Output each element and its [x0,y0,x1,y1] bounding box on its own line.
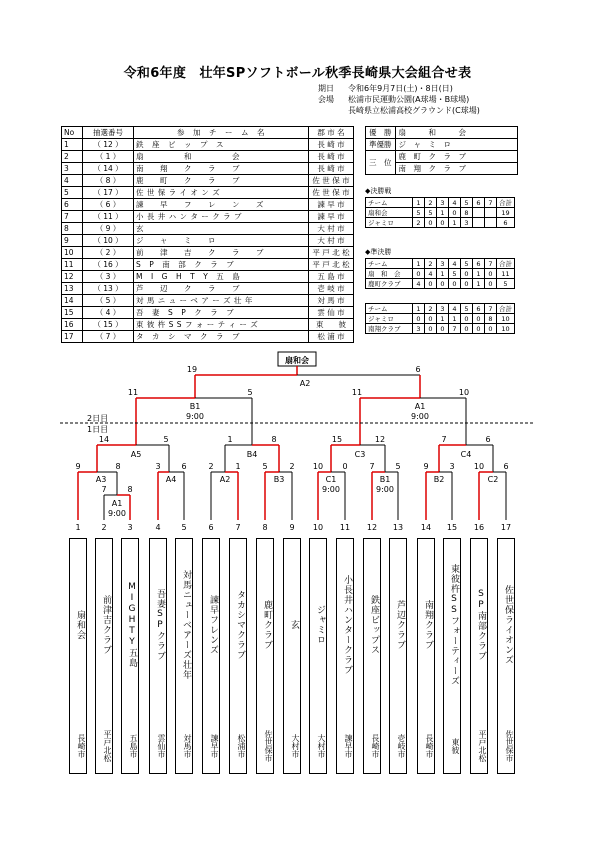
game-label: A2 [299,379,311,388]
score-header-cell: 6 [473,259,485,269]
score-header-cell: チーム [366,259,413,269]
team-no: 13 [62,283,83,295]
bracket-position: 8 [262,523,268,532]
bracket-team-city: 長崎市 [371,734,380,758]
score-label: 7 [369,462,375,471]
team-no: 11 [62,259,83,271]
bracket-team-city: 長崎市 [77,734,86,758]
bracket-team-city: 対馬市 [183,734,192,758]
team-no: 10 [62,247,83,259]
score-inning: 0 [425,218,437,228]
result-team: ジ ャ ミ ロ [395,139,517,151]
bracket-team-name: 佐世保ライオンズ [503,585,513,665]
game-time: 9:00 [376,485,394,494]
bracket-team-name: 吾妻SPクラブ [155,589,165,661]
result-label: 優 勝 [366,127,396,139]
score-header-cell: 合計 [497,198,515,208]
score-inning: 8 [461,208,473,218]
score-total: 10 [497,314,515,324]
bracket-position: 3 [127,523,133,532]
team-lot: （ 17 ） [83,187,134,199]
score-inning: 0 [461,324,473,334]
col-lot: 抽選番号 [83,127,134,139]
team-city: 五 島 市 [309,271,354,283]
team-city: 松 浦 市 [309,331,354,343]
team-lot: （ 11 ） [83,211,134,223]
game-label: B1 [189,402,201,411]
score-header-cell: 7 [485,198,497,208]
score-header-cell: 3 [437,259,449,269]
score-label: 5 [163,435,169,444]
bracket-team-name: 東彼杵SSフォーティーズ [449,564,459,686]
team-lot: （ 6 ） [83,199,134,211]
score-inning: 0 [425,279,437,289]
score-label: 19 [186,365,198,374]
team-name: 前 津 吉 ク ラ ブ [134,247,309,259]
bracket-team-city: 松浦市 [237,734,246,758]
score-label: 9 [423,462,429,471]
bracket-position: 5 [181,523,187,532]
bracket-position: 12 [366,523,378,532]
game-time: 9:00 [322,485,340,494]
score-team: 鹿町クラブ [366,279,413,289]
score-inning: 0 [461,314,473,324]
game-label: A4 [165,475,177,484]
team-no: 15 [62,307,83,319]
score-label: 10 [473,462,485,471]
bracket-position: 4 [155,523,161,532]
team-name: ジ ャ ミ ロ [134,235,309,247]
team-no: 3 [62,163,83,175]
game-label: C4 [460,450,472,459]
bracket-position: 15 [446,523,458,532]
score-total: 10 [497,324,515,334]
team-name: 東 彼 杵 S S フ ォ ー テ ィ ー ズ [134,319,309,331]
score-label: 6 [485,435,491,444]
bracket-team-city: 諫早市 [210,734,219,758]
score-header-cell: 1 [413,259,425,269]
bracket-position: 16 [473,523,485,532]
bracket-team-city: 大村市 [291,734,300,758]
score-header-cell: 5 [461,304,473,314]
bracket-position: 11 [339,523,351,532]
game-label: C2 [487,475,499,484]
result-team: 南 翔 ク ラ ブ [395,163,517,175]
score-total: 6 [497,218,515,228]
game-label: C3 [354,450,366,459]
team-no: 1 [62,139,83,151]
semifinal-label: ◆準決勝 [365,248,392,256]
bracket-team-city: 佐世保市 [505,730,514,762]
bracket-team-city: 東彼 [451,738,460,754]
game-label: A2 [219,475,231,484]
score-header-cell: 6 [473,198,485,208]
team-lot: （ 8 ） [83,175,134,187]
score-header-cell: 合計 [497,304,515,314]
venue-secondary: 長崎県立松浦高校グラウンド(C球場) [348,106,480,115]
score-header-cell: 7 [485,259,497,269]
score-label: 10 [312,462,324,471]
game-label: B4 [246,450,258,459]
score-label: 8 [115,462,121,471]
result-label: 準優勝 [366,139,396,151]
score-inning: 0 [425,324,437,334]
score-label: 1 [227,435,233,444]
score-inning: 1 [473,279,485,289]
score-inning: 5 [449,269,461,279]
score-team: 南翔クラブ [366,324,413,334]
score-label: 2 [289,462,295,471]
score-inning: 0 [461,269,473,279]
bracket-position: 7 [235,523,241,532]
bracket-team-name: 対馬ニューベアーズ壮年 [181,570,191,680]
team-lot: （ 15 ） [83,319,134,331]
score-label: 2 [208,462,214,471]
bracket-team-name: タカシマクラブ [235,590,245,660]
team-lot: （ 5 ） [83,295,134,307]
score-inning: 1 [449,218,461,228]
team-no: 17 [62,331,83,343]
score-header-cell: 2 [425,198,437,208]
score-label: 8 [271,435,277,444]
score-inning: 0 [473,324,485,334]
team-lot: （ 4 ） [83,307,134,319]
team-no: 4 [62,175,83,187]
bracket-position: 2 [101,523,107,532]
score-inning: 5 [413,208,425,218]
bracket-team-city: 五島市 [129,734,138,758]
score-label: 10 [458,388,470,397]
team-name: 吾 妻 S P ク ラ ブ [134,307,309,319]
team-name: 芦 辺 ク ラ ブ [134,283,309,295]
score-inning: 1 [449,314,461,324]
team-city: 壱 岐 市 [309,283,354,295]
score-inning: 0 [485,279,497,289]
score-header-cell: 2 [425,259,437,269]
result-team: 鹿 町 ク ラ ブ [395,151,517,163]
score-header-cell: 2 [425,304,437,314]
page-title: 令和6年度 壮年SPソフトボール秋季長崎県大会組合せ表 [123,66,472,81]
score-inning: 0 [461,279,473,289]
score-header-cell: 6 [473,304,485,314]
score-inning: 1 [437,208,449,218]
bracket-team-city: 長崎市 [425,734,434,758]
score-inning: 0 [425,314,437,324]
team-lot: （ 3 ） [83,271,134,283]
score-label: 6 [415,365,421,374]
score-inning: 0 [437,218,449,228]
game-label: A5 [130,450,142,459]
score-inning: 3 [413,324,425,334]
score-header-cell: 4 [449,304,461,314]
team-city: 対 馬 市 [309,295,354,307]
team-no: 14 [62,295,83,307]
score-label: 6 [503,462,509,471]
game-time: 9:00 [108,509,126,518]
team-no: 2 [62,151,83,163]
team-city: 平 戸 北 松 [309,247,354,259]
team-lot: （ 14 ） [83,163,134,175]
bracket-team-name: 芦辺クラブ [395,600,405,650]
event-date: 令和6年9月7日(土)・8日(日) [348,84,453,93]
team-name: 対 馬 ニ ュ ー ベ ア ー ズ 壮 年 [134,295,309,307]
score-inning: 0 [413,314,425,324]
score-header-cell: 1 [413,304,425,314]
score-inning: 0 [485,324,497,334]
score-label: 14 [98,435,110,444]
score-inning: 7 [449,324,461,334]
score-header-cell: 5 [461,198,473,208]
day1-label: 1日目 [87,425,109,434]
score-inning: 0 [413,269,425,279]
score-team: 扇和会 [366,208,413,218]
team-lot: （ 1 ） [83,151,134,163]
team-name: S P 南 部 ク ラ ブ [134,259,309,271]
bracket-position: 10 [312,523,324,532]
team-no: 12 [62,271,83,283]
bracket-position: 17 [500,523,512,532]
bracket-position: 6 [208,523,214,532]
team-no: 9 [62,235,83,247]
team-no: 7 [62,211,83,223]
score-label: 7 [101,485,107,494]
team-city: 長 崎 市 [309,163,354,175]
game-time: 9:00 [411,412,429,421]
col-team-name: 参 加 チ ー ム 名 [134,127,309,139]
team-lot: （ 9 ） [83,223,134,235]
team-lot: （ 2 ） [83,247,134,259]
team-lot: （ 16 ） [83,259,134,271]
score-label: 12 [374,435,386,444]
game-label: B2 [433,475,445,484]
score-header-cell: 4 [449,259,461,269]
team-name: 扇 和 会 [134,151,309,163]
team-city: 佐 世 保 市 [309,175,354,187]
score-inning: 0 [449,208,461,218]
team-name: M I G H T Y 五 島 [134,271,309,283]
score-total: 11 [497,269,515,279]
score-label: 3 [449,462,455,471]
score-header-cell: 1 [413,198,425,208]
team-city: 大 村 市 [309,223,354,235]
bracket-team-name: SP南部クラブ [476,589,486,661]
score-inning: 3 [461,218,473,228]
result-team: 扇 和 会 [395,127,517,139]
game-label: A1 [111,499,123,508]
score-inning: 1 [437,314,449,324]
bracket-team-city: 平戸北松 [103,730,112,762]
champion-name: 扇和会 [285,356,309,365]
bracket-team-city: 佐世保市 [264,730,273,762]
bracket-team-name: ジャミロ [315,605,325,645]
date-label: 期日 [318,84,334,93]
game-label: A3 [95,475,107,484]
score-inning: 1 [473,269,485,279]
score-label: 11 [351,388,363,397]
score-header-cell: チーム [366,198,413,208]
score-inning: 1 [437,269,449,279]
team-no: 16 [62,319,83,331]
score-label: 8 [127,485,133,494]
team-lot: （ 13 ） [83,283,134,295]
team-city: 佐 世 保 市 [309,187,354,199]
bracket-team-city: 平戸北松 [478,730,487,762]
score-header-cell: 7 [485,304,497,314]
score-inning: 5 [425,208,437,218]
team-name: 鉄 座 ビ ッ プ ス [134,139,309,151]
team-name: 鹿 町 ク ラ ブ [134,175,309,187]
score-team: ジャミロ [366,314,413,324]
bracket-team-city: 大村市 [317,734,326,758]
score-inning: 2 [413,218,425,228]
bracket-team-city: 諫早市 [344,734,353,758]
game-label: C1 [325,475,337,484]
bracket-position: 13 [392,523,404,532]
bracket-team-name: 扇和会 [75,610,85,640]
score-inning: 0 [437,324,449,334]
score-inning: 4 [413,279,425,289]
bracket-position: 9 [289,523,295,532]
team-no: 5 [62,187,83,199]
score-label: 0 [342,462,348,471]
bracket-position: 14 [420,523,432,532]
team-city: 諫 早 市 [309,199,354,211]
team-name: 玄 [134,223,309,235]
score-team: ジャミロ [366,218,413,228]
team-city: 雲 仙 市 [309,307,354,319]
score-label: 15 [331,435,343,444]
bracket-team-city: 壱岐市 [397,734,406,758]
game-label: B1 [379,475,391,484]
score-label: 6 [181,462,187,471]
bracket-team-name: 小長井ハンタークラブ [342,575,352,675]
venue-label: 会場 [318,95,334,104]
venue-primary: 松浦市民運動公園(A球場・B球場) [348,95,470,104]
team-no: 6 [62,199,83,211]
game-label: B3 [273,475,285,484]
score-label: 3 [155,462,161,471]
bracket-team-name: 南翔クラブ [423,600,433,650]
score-header-cell: チーム [366,304,413,314]
team-city: 長 崎 市 [309,151,354,163]
col-city: 郡 市 名 [309,127,354,139]
score-team: 扇 和 会 [366,269,413,279]
day2-label: 2日目 [87,414,109,423]
team-name: タ カ シ マ ク ラ ブ [134,331,309,343]
score-inning: 0 [485,269,497,279]
score-label: 5 [262,462,268,471]
score-inning: 0 [449,279,461,289]
bracket-team-name: 玄 [289,620,299,630]
team-city: 平 戸 北 松 [309,259,354,271]
result-label: 三 位 [366,151,396,175]
score-inning: 0 [473,314,485,324]
score-total: 19 [497,208,515,218]
score-total: 5 [497,279,515,289]
bracket-team-name: 前津吉クラブ [101,595,111,655]
bracket-team-name: 諫早フレンズ [208,595,218,655]
final-label: ◆決勝戦 [365,187,392,195]
bracket-team-name: 鉄座ビップス [369,595,379,655]
score-header-cell: 合計 [497,259,515,269]
col-no: No [62,127,83,139]
game-time: 9:00 [186,412,204,421]
score-label: 11 [127,388,139,397]
team-lot: （ 12 ） [83,139,134,151]
score-inning: 8 [485,314,497,324]
score-label: 7 [441,435,447,444]
team-lot: （ 10 ） [83,235,134,247]
team-no: 8 [62,223,83,235]
game-label: A1 [414,402,426,411]
bracket-team-city: 雲仙市 [157,734,166,758]
score-header-cell: 3 [437,304,449,314]
score-label: 5 [247,388,253,397]
team-name: 諫 早 フ レ ン ズ [134,199,309,211]
score-header-cell: 5 [461,259,473,269]
score-inning: 0 [437,279,449,289]
score-label: 9 [75,462,81,471]
score-inning: 4 [425,269,437,279]
team-city: 大 村 市 [309,235,354,247]
team-name: 南 翔 ク ラ ブ [134,163,309,175]
team-city: 長 崎 市 [309,139,354,151]
team-name: 佐 世 保 ラ イ オ ン ズ [134,187,309,199]
team-lot: （ 7 ） [83,331,134,343]
score-label: 5 [395,462,401,471]
score-header-cell: 4 [449,198,461,208]
bracket-team-name: MIGHTY五島 [127,582,137,668]
bracket-position: 1 [75,523,81,532]
score-header-cell: 3 [437,198,449,208]
score-label: 1 [235,462,241,471]
team-city: 東 彼 [309,319,354,331]
bracket-team-name: 鹿町クラブ [262,600,272,650]
team-name: 小 長 井 ハ ン タ ー ク ラ ブ [134,211,309,223]
team-city: 諫 早 市 [309,211,354,223]
